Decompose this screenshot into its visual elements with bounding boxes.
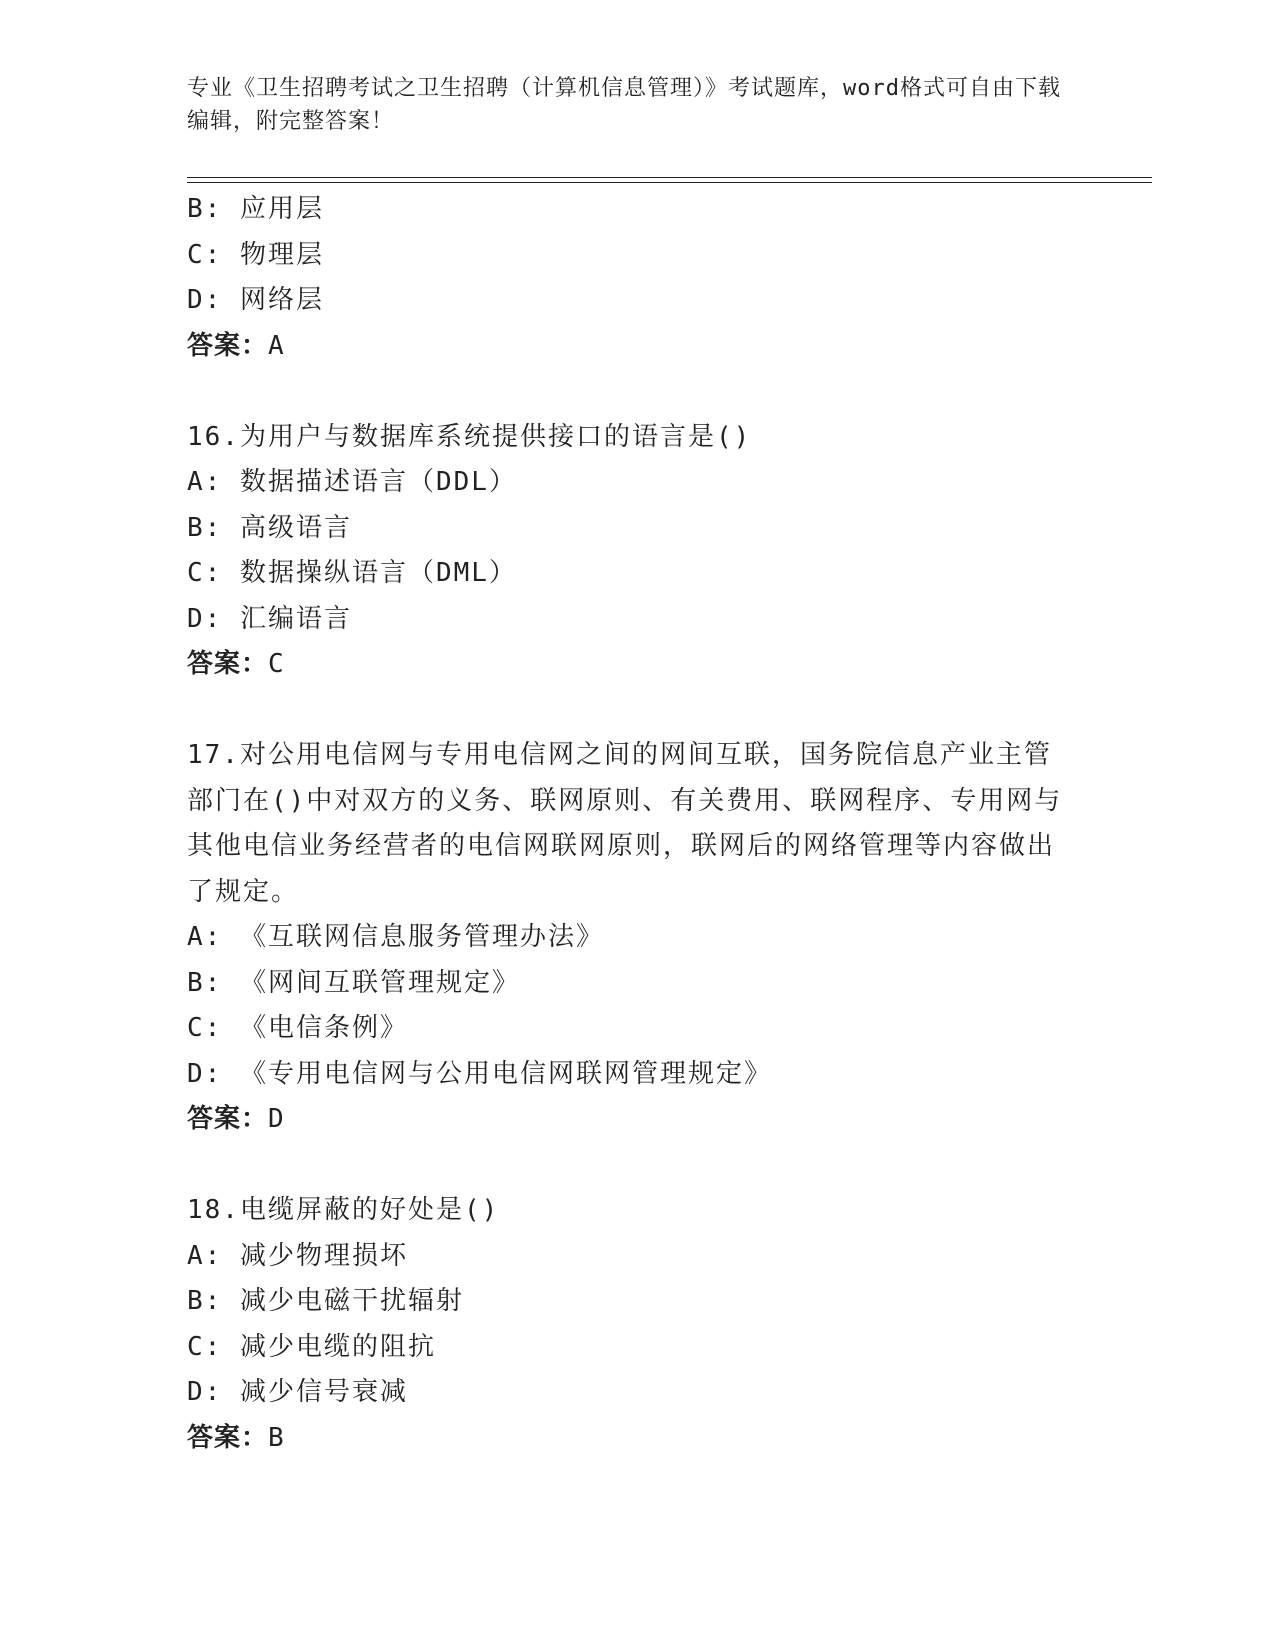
- option-a: A: 数据描述语言（DDL）: [187, 467, 517, 497]
- question-spacer: [187, 369, 1087, 415]
- option-d: D: 网络层: [187, 285, 324, 315]
- header-divider-bottom: [187, 182, 1152, 183]
- question-spacer: [187, 688, 1087, 734]
- answer-value: D: [268, 1104, 285, 1134]
- answer-value: A: [268, 330, 285, 361]
- question-spacer: [187, 1143, 1087, 1189]
- question-15-partial: [187, 187, 1087, 369]
- question-text: 17.对公用电信网与专用电信网之间的网间互联，国务院信息产业主管部门在()中对双方的义务、联网原则、有关费用、联网程序、专用网与其他电信业务经营者的电信网联网原则，联网后的网络管理等内容做出了规定。: [187, 740, 1063, 907]
- option-d: D: 减少信号衰减: [187, 1377, 408, 1407]
- option-d: D: 汇编语言: [187, 603, 352, 634]
- question-18: [187, 1188, 1087, 1461]
- answer-line: 答案：A: [187, 330, 285, 361]
- answer-line: 答案：C: [187, 649, 285, 679]
- option-a: A: 《互联网信息服务管理办法》: [187, 922, 604, 952]
- question-text: 16.为用户与数据库系统提供接口的语言是(): [187, 421, 752, 452]
- option-b: B: 减少电磁干扰辐射: [187, 1286, 464, 1316]
- option-d: D: 《专用电信网与公用电信网联网管理规定》: [187, 1058, 772, 1089]
- document-header: [187, 72, 1067, 138]
- question-text: 18.电缆屏蔽的好处是(): [187, 1195, 500, 1225]
- question-list: [187, 187, 1087, 1461]
- option-b: B: 应用层: [187, 194, 324, 224]
- answer-line: 答案：D: [187, 1104, 285, 1134]
- option-a: A: 减少物理损坏: [187, 1240, 408, 1271]
- option-c: C: 物理层: [187, 239, 324, 270]
- header-text: 专业《卫生招聘考试之卫生招聘（计算机信息管理）》考试题库，word格式可自由下载编辑，附完整答案！: [187, 76, 1061, 134]
- header-divider-top: [187, 177, 1152, 178]
- question-16: [187, 415, 1087, 688]
- option-c: C: 《电信条例》: [187, 1013, 408, 1043]
- answer-value: B: [268, 1422, 285, 1453]
- option-b: B: 高级语言: [187, 512, 352, 543]
- option-b: B: 《网间互联管理规定》: [187, 967, 520, 998]
- question-17: [187, 733, 1087, 1143]
- answer-line: 答案：B: [187, 1422, 285, 1453]
- option-c: C: 减少电缆的阻抗: [187, 1331, 436, 1362]
- option-c: C: 数据操纵语言（DML）: [187, 558, 517, 588]
- answer-value: C: [268, 649, 285, 679]
